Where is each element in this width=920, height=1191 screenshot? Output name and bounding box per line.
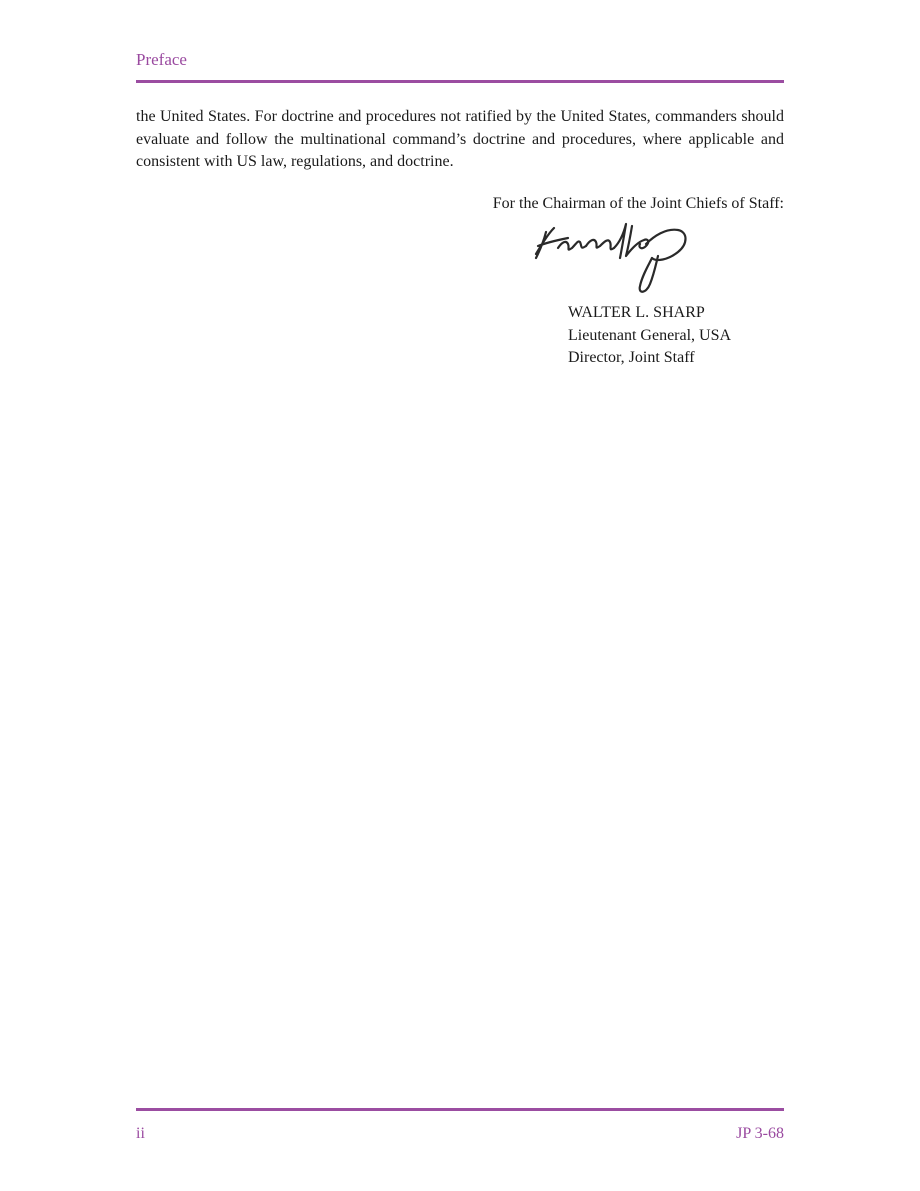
- handwritten-signature: [528, 218, 700, 298]
- signer-position: Director, Joint Staff: [568, 349, 695, 366]
- signer-rank: Lieutenant General, USA: [568, 326, 732, 344]
- body-paragraph: the United States. For doctrine and procedures not ratified by the United States, commanders should evaluate and follow the multinational command’s doctrine and procedures, where applicable and consistent with US law, regulations, and doctrine.: [136, 108, 784, 170]
- running-header-title: Preface: [136, 50, 187, 69]
- signer-name: WALTER L. SHARP: [568, 304, 705, 321]
- signature-for-line: For the Chairman of the Joint Chiefs of Staff:: [492, 195, 784, 212]
- footer-page-number: ii: [136, 1125, 145, 1142]
- footer-publication-id: JP 3-68: [736, 1125, 784, 1142]
- header-rule: [136, 80, 784, 83]
- footer-rule: [136, 1108, 784, 1111]
- signer-block: [568, 302, 731, 370]
